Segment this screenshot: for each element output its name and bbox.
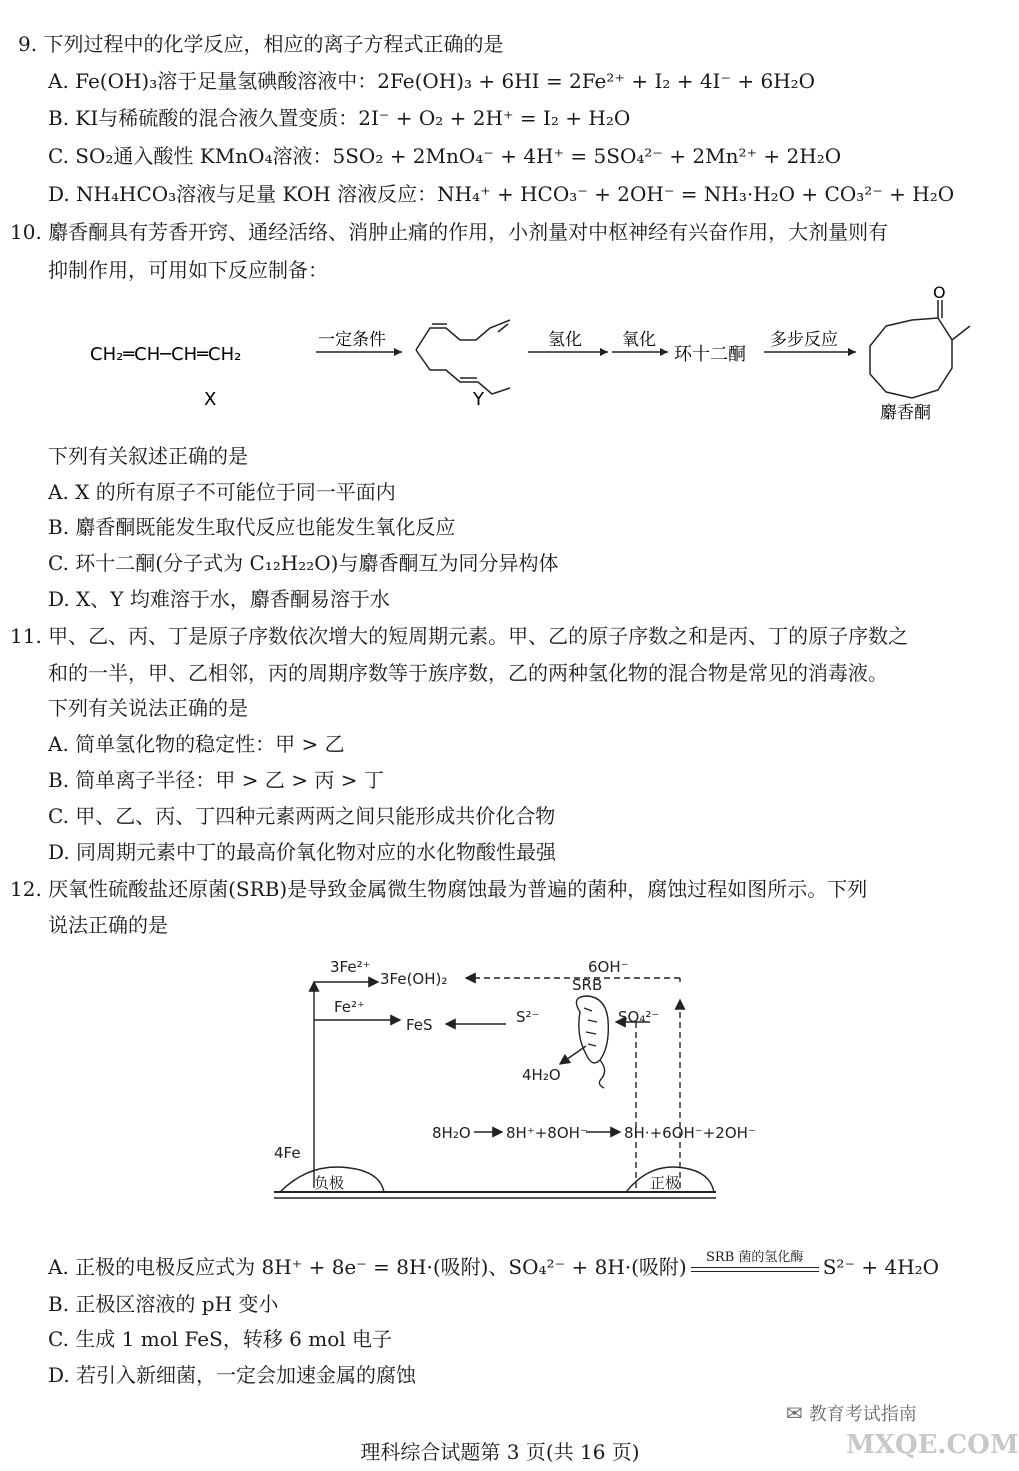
label-4h2o: 4H₂O bbox=[522, 1066, 561, 1084]
q10-option-b: B. 麝香酮既能发生取代反应也能发生氧化反应 bbox=[48, 515, 456, 539]
carbonyl-o: O bbox=[933, 283, 946, 302]
q10-stem-line2: 抑制作用，可用如下反应制备： bbox=[48, 258, 328, 282]
q12-stem-line2: 说法正确的是 bbox=[48, 913, 168, 937]
page-footer: 理科综合试题第 3 页(共 16 页) bbox=[360, 1440, 640, 1464]
q12-option-a-right: S²⁻ + 4H₂O bbox=[822, 1255, 940, 1279]
double-line-arrow bbox=[691, 1267, 819, 1272]
q10-option-d: D. X、Y 均难溶于水，麝香酮易溶于水 bbox=[48, 587, 390, 611]
x-label: X bbox=[204, 389, 217, 410]
watermark: MXQE.COM bbox=[846, 1430, 1019, 1460]
q10-ask: 下列有关叙述正确的是 bbox=[48, 444, 248, 468]
label-so4: SO₄²⁻ bbox=[618, 1008, 660, 1026]
y-structure bbox=[416, 320, 510, 394]
srb-bacterium bbox=[576, 996, 608, 1088]
x-formula: CH₂═CH─CH═CH₂ bbox=[90, 344, 242, 365]
label-fe2: Fe²⁺ bbox=[334, 998, 365, 1016]
muscone-structure bbox=[870, 300, 970, 398]
arrow4-label: 多步反应 bbox=[770, 330, 838, 350]
label-6oh: 6OH⁻ bbox=[588, 958, 629, 976]
q12-option-a-left: A. 正极的电极反应式为 8H⁺ + 8e⁻ = 8H·(吸附)、SO₄²⁻ + 8H·(吸附) bbox=[48, 1255, 687, 1279]
q11-option-c: C. 甲、乙、丙、丁四种元素两两之间只能形成共价化合物 bbox=[48, 804, 556, 828]
q11-stem-line1: 11. 甲、乙、丙、丁是原子序数依次增大的短周期元素。甲、乙的原子序数之和是丙、丁的原子序数之 bbox=[10, 624, 909, 648]
q12-option-d: D. 若引入新细菌，一定会加速金属的腐蚀 bbox=[48, 1363, 417, 1387]
q10-reaction-scheme bbox=[80, 283, 980, 425]
intermediate: 环十二酮 bbox=[674, 344, 746, 365]
label-8h-8oh: 8H⁺+8OH⁻ bbox=[506, 1124, 588, 1142]
enzyme-condition: SRB 菌的氢化酶 bbox=[706, 1250, 804, 1265]
label-s2: S²⁻ bbox=[516, 1008, 540, 1026]
q12-stem-line1: 12. 厌氧性硫酸盐还原菌(SRB)是导致金属微生物腐蚀最为普遍的菌种，腐蚀过程如图所示。下列 bbox=[10, 877, 868, 901]
arrow2-label: 氢化 bbox=[548, 330, 582, 350]
label-cathode: 正极 bbox=[650, 1174, 681, 1192]
q12-option-b: B. 正极区溶液的 pH 变小 bbox=[48, 1292, 279, 1316]
q11-option-b: B. 简单离子半径：甲 > 乙 > 丙 > 丁 bbox=[48, 768, 384, 792]
q12-option-a bbox=[48, 1250, 940, 1280]
label-4fe: 4Fe bbox=[274, 1144, 301, 1162]
q11-stem-line2: 和的一半，甲、乙相邻，丙的周期序数等于族序数，乙的两种氢化物的混合物是常见的消毒液。 bbox=[48, 661, 888, 685]
label-3fe2: 3Fe²⁺ bbox=[330, 958, 371, 976]
q9-option-c: C. SO₂通入酸性 KMnO₄溶液：5SO₂ + 2MnO₄⁻ + 4H⁺ = 5SO₄²⁻ + 2Mn²⁺ + 2H₂O bbox=[48, 144, 842, 168]
y-label: Y bbox=[473, 389, 484, 410]
q10-option-c: C. 环十二酮(分子式为 C₁₂H₂₂O)与麝香酮互为同分异构体 bbox=[48, 551, 559, 575]
wechat-badge bbox=[786, 1400, 917, 1426]
label-8h-6oh-2oh: 8H·+6OH⁻+2OH⁻ bbox=[624, 1124, 756, 1142]
wechat-name: 教育考试指南 bbox=[808, 1404, 917, 1425]
q9-option-a: A. Fe(OH)₃溶于足量氢碘酸溶液中：2Fe(OH)₃ + 6HI = 2Fe²⁺ + I₂ + 4I⁻ + 6H₂O bbox=[48, 69, 816, 93]
label-srb: SRB bbox=[572, 976, 603, 994]
q12-corrosion-diagram bbox=[270, 950, 756, 1225]
q9-option-b: B. KI与稀硫酸的混合液久置变质：2I⁻ + O₂ + 2H⁺ = I₂ + H₂O bbox=[48, 106, 631, 130]
arrow1-label: 一定条件 bbox=[318, 330, 386, 350]
q9-option-d: D. NH₄HCO₃溶液与足量 KOH 溶液反应：NH₄⁺ + HCO₃⁻ + 2OH⁻ = NH₃·H₂O + CO₃²⁻ + H₂O bbox=[48, 182, 955, 206]
q11-option-a: A. 简单氢化物的稳定性：甲 > 乙 bbox=[48, 732, 345, 756]
wechat-icon: ✉ bbox=[786, 1401, 803, 1425]
q12-option-a-condition bbox=[691, 1250, 819, 1280]
q10-stem-line1: 10. 麝香酮具有芳香开窍、通经活络、消肿止痛的作用，小剂量对中枢神经有兴奋作用，大剂量则有 bbox=[10, 220, 889, 244]
label-feoh2: 3Fe(OH)₂ bbox=[380, 970, 448, 988]
q9-stem: 9. 下列过程中的化学反应，相应的离子方程式正确的是 bbox=[18, 32, 504, 56]
label-fes: FeS bbox=[406, 1016, 433, 1034]
q11-option-d: D. 同周期元素中丁的最高价氧化物对应的水化物酸性最强 bbox=[48, 840, 557, 864]
q12-option-c: C. 生成 1 mol FeS，转移 6 mol 电子 bbox=[48, 1327, 393, 1351]
q10-option-a: A. X 的所有原子不可能位于同一平面内 bbox=[48, 480, 396, 504]
arrow3-label: 氧化 bbox=[622, 330, 656, 350]
product-label: 麝香酮 bbox=[880, 403, 931, 423]
q11-ask: 下列有关说法正确的是 bbox=[48, 696, 248, 720]
label-8h2o: 8H₂O bbox=[432, 1124, 471, 1142]
label-anode: 负极 bbox=[314, 1174, 345, 1192]
